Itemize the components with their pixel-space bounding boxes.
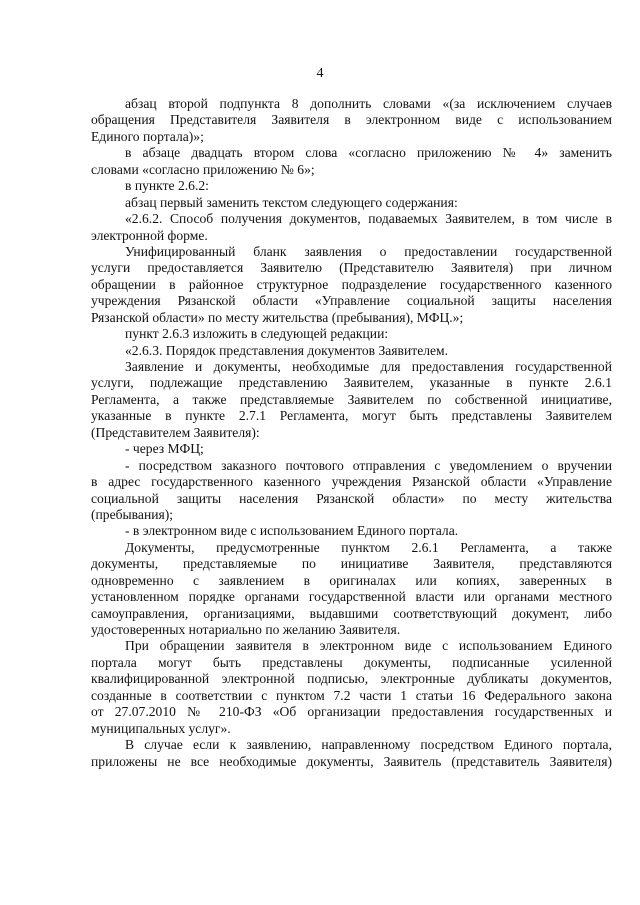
text-line: словами «согласно приложению № 6»;: [91, 161, 315, 177]
text-line: удостоверенных нотариально по желанию Заявителя.: [91, 622, 401, 637]
text-line: муниципальных услуг».: [91, 720, 231, 736]
text-line: абзац второй подпункта 8 дополнить словами «(за исключением случаев: [125, 96, 612, 111]
text-line: «2.6.2. Способ получения документов, подаваемых Заявителем, в том числе в: [125, 211, 612, 227]
text-line: квалифицированной электронной подписью, электронные дубликаты документов,: [91, 671, 612, 687]
text-line: приложены не все необходимые документы, Заявитель (представитель Заявителя): [91, 753, 612, 769]
text-line: указанные в пункте 2.7.1 Регламента, могут быть представлены Заявителем: [91, 408, 612, 424]
text-line: обращении в районное структурное подразделение государственного казенного: [91, 276, 612, 292]
text-line: (пребывания);: [91, 506, 174, 522]
text-line: одновременно с заявлением в оригиналах или копиях, заверенных в: [91, 572, 612, 588]
text-line: Документы, предусмотренные пунктом 2.6.1 Регламента, а также: [125, 539, 612, 555]
text-line: В случае если к заявлению, направленному посредством Единого портала,: [125, 737, 612, 753]
text-line: портала могут быть представлены документы, подписанные усиленной: [91, 654, 612, 670]
text-line: Унифицированный бланк заявления о предоставлении государственной: [125, 243, 612, 259]
text-line: созданные в соответствии с пунктом 7.2 части 1 статьи 16 Федерального закона: [91, 687, 612, 703]
page-number: 4: [316, 66, 324, 81]
text-line: обращения Представителя Заявителя в электронном виде с использованием: [91, 112, 612, 128]
text-line: «2.6.3. Порядок представления документов Заявителем.: [125, 342, 449, 358]
text-line: абзац первый заменить текстом следующего содержания:: [125, 194, 458, 210]
text-line: учреждения Рязанской области «Управление социальной защиты населения: [91, 293, 612, 309]
text-line: социальной защиты населения Рязанской области» по месту жительства: [91, 490, 612, 506]
document-body: [91, 96, 612, 770]
text-line: электронной форме.: [91, 227, 208, 243]
text-line: услуги, подлежащие представлению Заявителем, указанные в пункте 2.6.1: [91, 375, 612, 391]
text-line: документы, представляемые по инициативе Заявителя, представляются: [91, 556, 612, 572]
text-line: установленном порядке органами государственной власти или органами местного: [91, 589, 612, 605]
text-line: Регламента, а также представляемые Заявителем по собственной инициативе,: [91, 391, 612, 407]
text-line: Рязанской области» по месту жительства (пребывания), МФЦ.»;: [91, 309, 464, 325]
text-line: Единого портала)»;: [91, 128, 204, 144]
text-line: пункт 2.6.3 изложить в следующей редакции:: [125, 326, 389, 342]
text-line: Заявление и документы, необходимые для предоставления государственной: [125, 359, 612, 374]
text-line: - в электронном виде с использованием Единого портала.: [125, 523, 459, 539]
text-line: услуги предоставляется Заявителю (Представителю Заявителя) при личном: [91, 260, 612, 276]
text-line: самоуправления, организациями, выдавшими соответствующий документ, либо: [91, 605, 612, 621]
text-line: - посредством заказного почтового отправления с уведомлением о вручении: [125, 457, 612, 473]
text-line: (Представителем Заявителя):: [91, 424, 260, 440]
text-line: в пункте 2.6.2:: [125, 178, 209, 194]
text-line: в абзаце двадцать втором слова «согласно приложению № 4» заменить: [125, 145, 612, 161]
text-line: При обращении заявителя в электронном виде с использованием Единого: [125, 638, 612, 654]
text-line: в адрес государственного казенного учреждения Рязанской области «Управление: [91, 474, 612, 490]
text-line: от 27.07.2010 № 210-ФЗ «Об организации предоставления государственных и: [91, 704, 612, 720]
text-line: - через МФЦ;: [125, 441, 204, 457]
